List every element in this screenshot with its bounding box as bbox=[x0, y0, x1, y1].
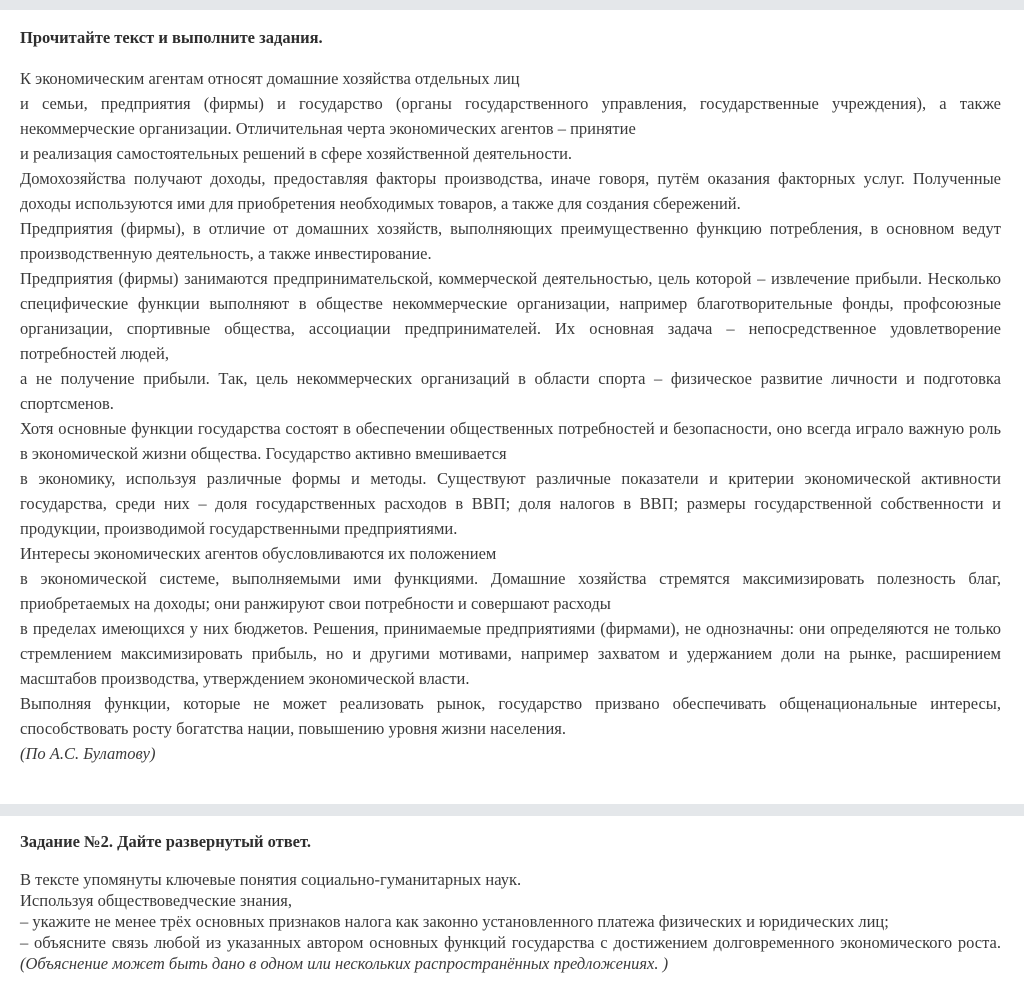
passage-source: (По А.С. Булатову) bbox=[20, 744, 156, 763]
section-divider-band bbox=[0, 804, 1024, 816]
passage-heading: Прочитайте текст и выполните задания. bbox=[20, 28, 323, 47]
passage-paragraph: Хотя основные функции государства состоят в обеспечении общественных потребностей и безопасности, оно всегда играло важную роль в экономической жизни общества. Государство активно вмешивается bbox=[20, 419, 1001, 463]
passage-paragraph: в экономической системе, выполняемыми ими функциями. Домашние хозяйства стремятся максимизировать полезность благ, приобретаемых на доходы; они ранжируют свои потребности и совершают расходы bbox=[20, 569, 1001, 613]
task-text bbox=[20, 869, 1001, 974]
task-line: Используя обществоведческие знания, bbox=[20, 891, 293, 910]
passage-paragraph: Предприятия (фирмы) занимаются предпринимательской, коммерческой деятельностью, цель которой – извлечение прибыли. Несколько специфические функции выполняют в обществе некоммерческие организации, например благотворительные фонды, профсоюзные организации, спортивные общества, ассоциации предпринимателей. Их основная задача – непосредственное удовлетворение потребностей людей, bbox=[20, 269, 1001, 363]
task-line: – укажите не менее трёх основных признаков налога как законно установленного платежа физических и юридических лиц; bbox=[20, 912, 889, 931]
passage-paragraph: а не получение прибыли. Так, цель некоммерческих организаций в области спорта – физическое развитие личности и подготовка спортсменов. bbox=[20, 369, 1001, 413]
passage-paragraph: и реализация самостоятельных решений в сфере хозяйственной деятельности. bbox=[20, 144, 573, 163]
passage-paragraph: К экономическим агентам относят домашние хозяйства отдельных лиц bbox=[20, 69, 520, 88]
passage-paragraph: и семьи, предприятия (фирмы) и государство (органы государственного управления, государственные учреждения), а также некоммерческие организации. Отличительная черта экономических агентов – принятие bbox=[20, 94, 1001, 138]
passage-paragraph: Предприятия (фирмы), в отличие от домашних хозяйств, выполняющих преимущественно функцию потребления, в основном ведут производственную деятельность, а также инвестирование. bbox=[20, 219, 1001, 263]
passage-paragraph: в экономику, используя различные формы и методы. Существуют различные показатели и критерии экономической активности государства, среди них – доля государственных расходов в ВВП; доля налогов в ВВП; размеры государственной собственности и продукции, производимой государственными предприятиями. bbox=[20, 469, 1001, 538]
passage-paragraph: Выполняя функции, которые не может реализовать рынок, государство призвано обеспечивать общенациональные интересы, способствовать росту богатства нации, повышению уровня жизни населения. bbox=[20, 694, 1001, 738]
task-note: (Объяснение может быть дано в одном или нескольких распространённых предложениях. ) bbox=[20, 954, 669, 973]
reading-passage-card bbox=[20, 27, 1001, 766]
task-last-line-text: – объясните связь любой из указанных автором основных функций государства с достижением долговременного экономического роста. bbox=[20, 933, 1001, 952]
top-divider-band bbox=[0, 0, 1024, 10]
passage-paragraph: в пределах имеющихся у них бюджетов. Решения, принимаемые предприятиями (фирмами), не однозначны: они определяются не только стремлением максимизировать прибыль, но и другими мотивами, например захватом и удержанием доли на рынке, расширением масштабов производства, утверждением экономической власти. bbox=[20, 619, 1001, 688]
task-heading: Задание №2. Дайте развернутый ответ. bbox=[20, 832, 311, 851]
task-line: В тексте упомянуты ключевые понятия социально-гуманитарных наук. bbox=[20, 870, 522, 889]
passage-paragraph: Домохозяйства получают доходы, предоставляя факторы производства, иначе говоря, путём оказания факторных услуг. Полученные доходы используются ими для приобретения необходимых товаров, а также для создания сбережений. bbox=[20, 169, 1001, 213]
passage-paragraph: Интересы экономических агентов обусловливаются их положением bbox=[20, 544, 497, 563]
task-line-last bbox=[20, 932, 1001, 974]
passage-text bbox=[20, 66, 1001, 766]
task-card bbox=[20, 831, 1001, 974]
